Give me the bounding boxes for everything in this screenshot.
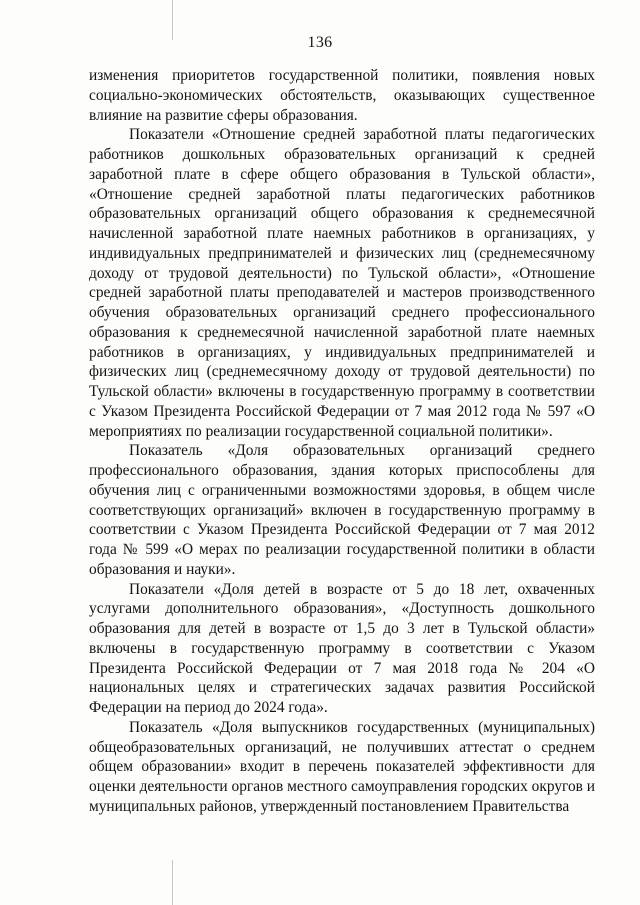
scan-fold-line [172,860,173,905]
paragraph-accessibility-indicator: Показатель «Доля образовательных организаций среднего профессионального образования, здания которых приспособлены для обучения лиц с ограниченными возможностями здоровья, в общем числе соответствующих организаций» включен в государственную программу в соответствии с Указом Президента Российской Федерации от 7 мая 2012 года № 599 «О мерах по реализации государственной политики в области образования и науки». [89,442,595,578]
paragraph-graduates-indicator: Показатель «Доля выпускников государственных (муниципальных) общеобразовательных организаций, не получивших аттестат о среднем общем образовании» входит в перечень показателей эффективности для оценки деятельности органов местного самоуправления городских округов и муниципальных районов, утвержденный постановлением Правительства [89,718,595,815]
paragraph-continuation: изменения приоритетов государственной политики, появления новых социально-экономических обстоятельств, оказывающих существенное влияние на развитие сферы образования. [89,67,595,124]
document-body [89,66,595,817]
page-number: 136 [307,34,333,51]
paragraph-salary-indicators: Показатели «Отношение средней заработной платы педагогических работников дошкольных образовательных организаций к средней заработной плате в сфере общего образования в Тульской области», «Отношение средней заработной платы педагогических работников образовательных организаций общего образования к среднемесячной начисленной заработной плате наемных работников в организациях, у индивидуальных предпринимателей и физических лиц (среднемесячному доходу от трудовой деятельности) по Тульской области», «Отношение средней заработной платы преподавателей и мастеров производственного обучения образовательных организаций среднего профессионального образования к среднемесячной начисленной заработной плате наемных работников в организациях, у индивидуальных предпринимателей и физических лиц (среднемесячному доходу от трудовой деятельности) по Тульской области» включены в государственную программу в соответствии с Указом Президента Российской Федерации от 7 мая 2012 года № 597 «О мероприятиях по реализации государственной социальной политики». [89,126,595,440]
paragraph-children-indicators: Показатели «Доля детей в возрасте от 5 до 18 лет, охваченных услугами дополнительного образования», «Доступность дошкольного образования для детей в возрасте от 1,5 до 3 лет в Тульской области» включены в государственную программу в соответствии с Указом Президента Российской Федерации от 7 мая 2018 года № 204 «О национальных целях и стратегических задачах развития Российской Федерации на период до 2024 года». [89,580,595,716]
